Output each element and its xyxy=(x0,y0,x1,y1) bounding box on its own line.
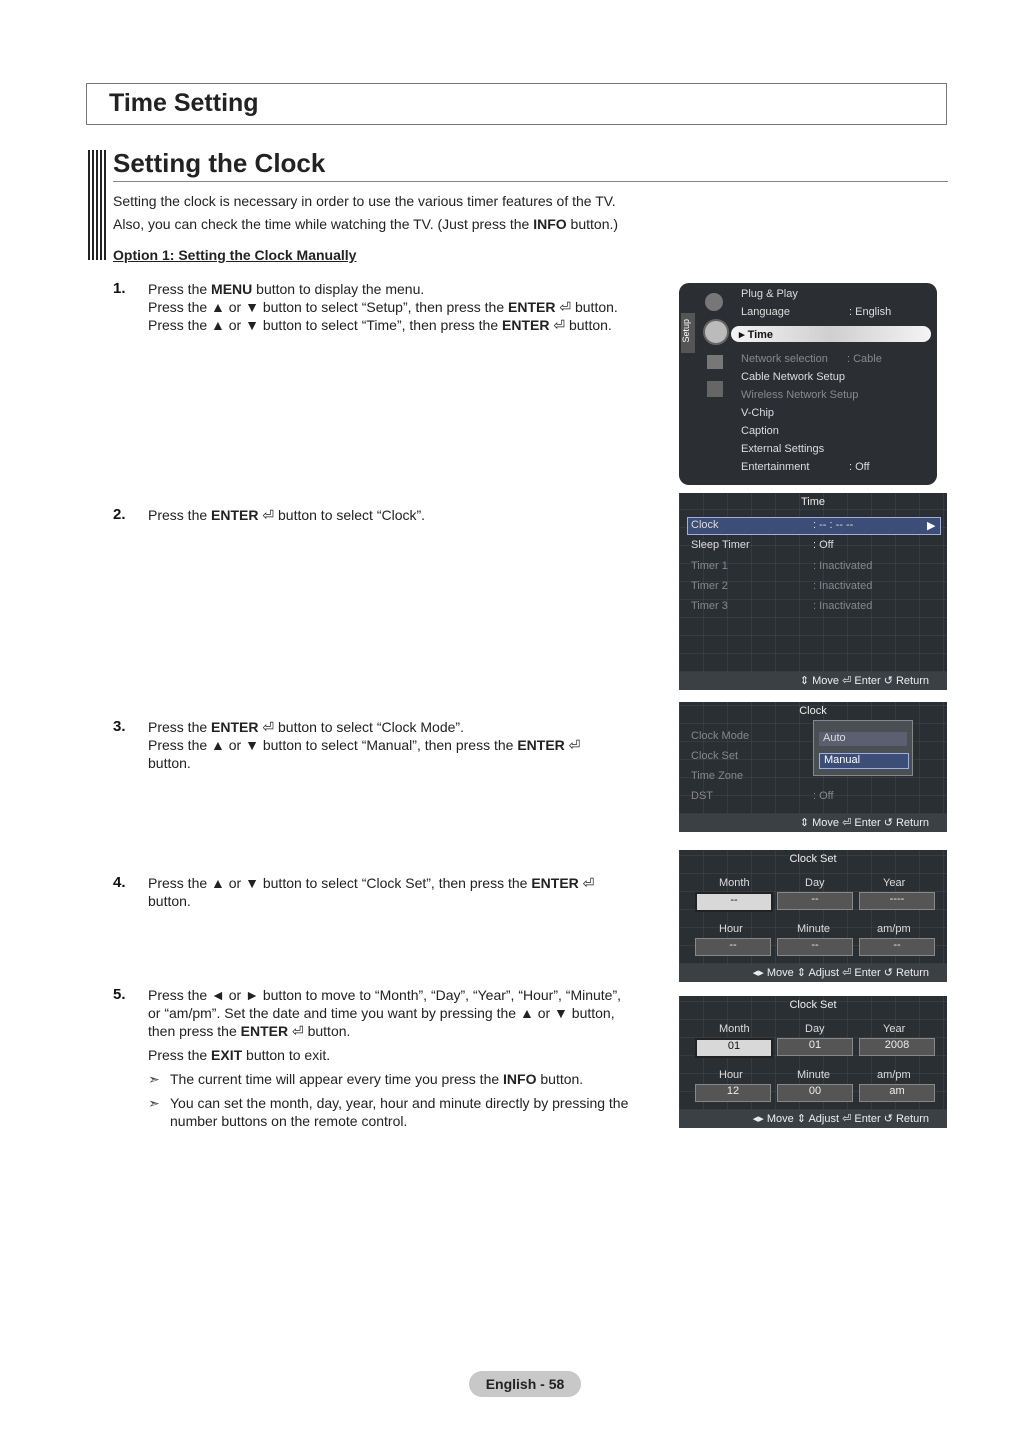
screen-footer: ◂▸ Move ⇕ Adjust ⏎ Enter ↺ Return xyxy=(679,1110,947,1128)
picture-icon xyxy=(705,293,723,311)
sleep-timer-value: : Off xyxy=(813,539,834,551)
year-field[interactable]: ---- xyxy=(859,892,935,910)
step-number: 4. xyxy=(113,874,126,891)
timer-2-value: : Inactivated xyxy=(813,580,873,592)
page-number-badge: English - 58 xyxy=(469,1371,581,1397)
step-number: 2. xyxy=(113,506,126,523)
intro-line-1: Setting the clock is necessary in order to use the various timer features of the TV. xyxy=(113,193,616,209)
ampm-field[interactable]: am xyxy=(859,1084,935,1102)
step-number: 5. xyxy=(113,986,126,1003)
label-ampm: am/pm xyxy=(877,1069,911,1081)
label-minute: Minute xyxy=(797,923,831,935)
time-row-clock[interactable]: Clock xyxy=(691,519,719,531)
time-row-timer-1[interactable]: Timer 1 xyxy=(691,560,728,572)
hour-field[interactable]: 12 xyxy=(695,1084,771,1102)
hour-field[interactable]: -- xyxy=(695,938,771,956)
setup-side-label: Setup xyxy=(681,319,691,343)
note-1: ➣ The current time will appear every time you press the INFO button. xyxy=(148,1071,584,1087)
month-field[interactable]: -- xyxy=(695,892,773,912)
label-month: Month xyxy=(719,1023,750,1035)
menu-item-time[interactable]: ▸ Time xyxy=(739,329,774,341)
menu-item-network-selection[interactable]: Network selection xyxy=(741,353,828,365)
timer-3-value: : Inactivated xyxy=(813,600,873,612)
minute-field[interactable]: -- xyxy=(777,938,853,956)
chevron-right-icon: ▶ xyxy=(927,520,936,532)
screen-title: Clock Set xyxy=(789,853,837,865)
menu-item-language[interactable]: Language xyxy=(741,306,790,318)
clock-row-clock-mode[interactable]: Clock Mode xyxy=(691,730,750,742)
timer-1-value: : Inactivated xyxy=(813,560,873,572)
day-field[interactable]: -- xyxy=(777,892,853,910)
option-manual[interactable]: Manual xyxy=(819,753,909,769)
ampm-field[interactable]: -- xyxy=(859,938,935,956)
network-value: : Cable xyxy=(847,353,882,365)
step-5-text: Press the ◄ or ► button to move to “Month”, “Day”, “Year”, “Hour”, “Minute”, or “am/pm”. Set the date and time you want by pressing the ▲ or ▼ button, then press the ENTER ⏎ button. Press the EXIT button to exit. xyxy=(148,987,622,1063)
label-year: Year xyxy=(883,1023,906,1035)
label-year: Year xyxy=(883,877,906,889)
screen-footer: ⇕ Move ⏎ Enter ↺ Return xyxy=(679,814,947,832)
step-3-text: Press the ENTER ⏎ button to select “Clock Mode”. Press the ▲ or ▼ button to select “Manual”, then press the ENTER ⏎ button. xyxy=(148,719,581,771)
section-bar xyxy=(88,150,106,260)
clock-row-time-zone[interactable]: Time Zone xyxy=(691,770,744,782)
step-1-text: Press the MENU button to display the menu. Press the ▲ or ▼ button to select “Setup”, then press the ENTER ⏎ button. Press the ▲ or ▼ button to select “Time”, then press the ENTER ⏎ button. xyxy=(148,281,618,333)
label-day: Day xyxy=(805,877,825,889)
clock-row-clock-set[interactable]: Clock Set xyxy=(691,750,739,762)
tv-screen-clock-set-filled xyxy=(679,996,947,1128)
screen-title: Clock xyxy=(799,705,827,717)
clock-row-dst[interactable]: DST xyxy=(691,790,713,802)
note-2: ➣ You can set the month, day, year, hour and minute directly by pressing the number buttons on the remote control. xyxy=(148,1095,629,1129)
input-icon xyxy=(707,355,723,369)
title-divider xyxy=(113,181,948,182)
note-arrow-icon: ➣ xyxy=(148,1095,160,1111)
menu-item-entertainment[interactable]: Entertainment xyxy=(741,461,810,473)
tv-screen-clock-menu xyxy=(679,702,947,832)
label-ampm: am/pm xyxy=(877,923,911,935)
menu-item-cable-network-setup[interactable]: Cable Network Setup xyxy=(741,371,845,383)
tv-screen-clock-set-empty xyxy=(679,850,947,982)
step-number: 3. xyxy=(113,718,126,735)
label-hour: Hour xyxy=(719,1069,743,1081)
note-arrow-icon: ➣ xyxy=(148,1071,160,1087)
menu-item-wireless-network-setup[interactable]: Wireless Network Setup xyxy=(741,389,859,401)
step-4-text: Press the ▲ or ▼ button to select “Clock Set”, then press the ENTER ⏎ button. xyxy=(148,875,595,909)
header-title: Time Setting xyxy=(109,89,259,117)
option-heading: Option 1: Setting the Clock Manually xyxy=(113,247,357,263)
year-field[interactable]: 2008 xyxy=(859,1038,935,1056)
setup-gear-icon xyxy=(703,319,729,345)
option-auto[interactable]: Auto xyxy=(819,732,907,746)
label-day: Day xyxy=(805,1023,825,1035)
screen-title: Time xyxy=(800,496,826,508)
language-value: : English xyxy=(849,306,892,318)
screen-footer: ◂▸ Move ⇕ Adjust ⏎ Enter ↺ Return xyxy=(679,964,947,982)
tv-screen-setup-menu xyxy=(679,283,937,485)
step-number: 1. xyxy=(113,280,126,297)
menu-item-external-settings[interactable]: External Settings xyxy=(741,443,825,455)
screen-footer: ⇕ Move ⏎ Enter ↺ Return xyxy=(679,672,947,690)
time-row-timer-3[interactable]: Timer 3 xyxy=(691,600,728,612)
page-title: Setting the Clock xyxy=(113,148,326,178)
tv-screen-time-menu xyxy=(679,493,947,690)
menu-item-caption[interactable]: Caption xyxy=(741,425,779,437)
screen-title: Clock Set xyxy=(789,999,837,1011)
time-row-timer-2[interactable]: Timer 2 xyxy=(691,580,728,592)
dst-value: : Off xyxy=(813,790,834,802)
entertainment-value: : Off xyxy=(849,461,870,473)
month-field[interactable]: 01 xyxy=(695,1038,773,1058)
intro-line-2: Also, you can check the time while watching the TV. (Just press the INFO button.) xyxy=(113,216,619,232)
menu-item-v-chip[interactable]: V-Chip xyxy=(741,407,775,419)
step-2-text: Press the ENTER ⏎ button to select “Clock”. xyxy=(148,507,426,523)
support-icon xyxy=(707,381,723,397)
menu-item-plug-play[interactable]: Plug & Play xyxy=(741,288,798,300)
section-header xyxy=(86,83,947,125)
label-minute: Minute xyxy=(797,1069,831,1081)
label-hour: Hour xyxy=(719,923,743,935)
clock-value: : -- : -- -- xyxy=(813,519,854,531)
minute-field[interactable]: 00 xyxy=(777,1084,853,1102)
label-month: Month xyxy=(719,877,750,889)
time-row-sleep-timer[interactable]: Sleep Timer xyxy=(691,539,750,551)
day-field[interactable]: 01 xyxy=(777,1038,853,1056)
